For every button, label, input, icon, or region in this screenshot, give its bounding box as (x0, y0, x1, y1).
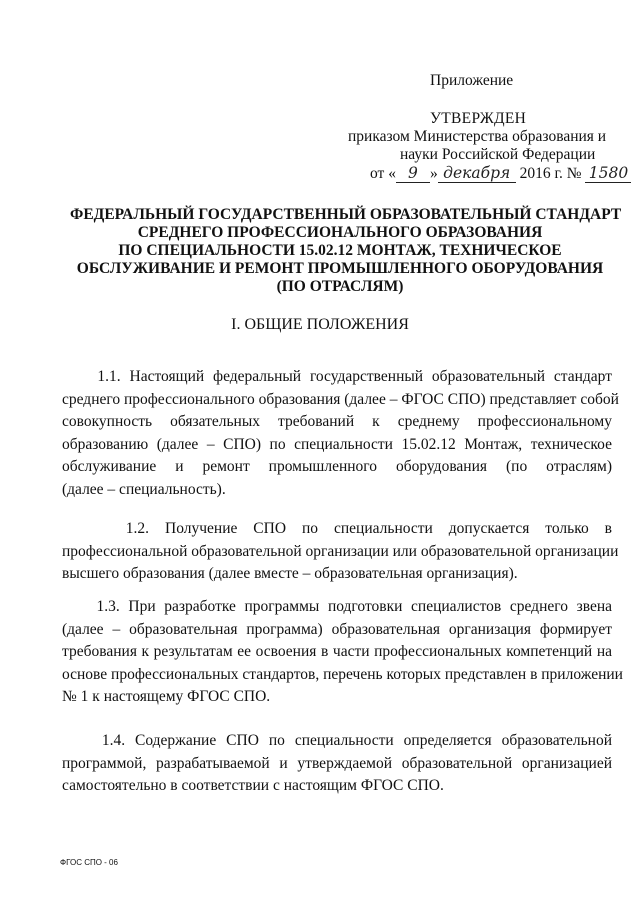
text-line: № 1 к настоящему ФГОС СПО. (62, 688, 271, 705)
footer-code: ФГОС СПО - 06 (60, 858, 118, 867)
paragraph-1-2 (62, 518, 619, 586)
text-line: 1.4. Содержание СПО по специальности определяется образовательной (62, 732, 612, 749)
title-line: СРЕДНЕГО ПРОФЕССИОНАЛЬНОГО ОБРАЗОВАНИЯ (137, 224, 543, 241)
appendix-label: Приложение (430, 72, 514, 89)
date-year: 2016 г. № (519, 165, 582, 182)
text-line: требования к результатам ее освоения в части профессиональных компетенций на (62, 643, 612, 660)
text-line: образованию (далее – СПО) по специальности 15.02.12 Монтаж, техническое (62, 435, 612, 453)
order-line-2: науки Российской Федерации (400, 146, 596, 163)
text-line: 1.1. Настоящий федеральный государственный образовательный стандарт (62, 368, 612, 385)
text-line: программой, разрабатываемой и утверждаемой образовательной организацией (62, 754, 612, 772)
text-line: среднего профессионального образования (далее – ФГОС СПО) представляет собой (62, 390, 619, 408)
text-line: 1.3. При разработке программы подготовки специалистов среднего звена (62, 598, 612, 615)
date-mid: » (429, 165, 438, 182)
date-prefix: от « (370, 165, 396, 182)
date-month: декабря (438, 164, 516, 183)
order-line-1: приказом Министерства образования и (348, 128, 607, 145)
paragraph-1-1 (62, 366, 619, 501)
approved-label: УТВЕРЖДЕН (430, 110, 527, 127)
text-line: совокупность обязательных требований к среднему профессиональному (62, 413, 612, 430)
text-line: обслуживание и ремонт промышленного оборудования (по отраслям) (62, 458, 612, 475)
text-line: основе профессиональных стандартов, перечень которых представлен в приложении (62, 665, 623, 683)
title-line: ФЕДЕРАЛЬНЫЙ ГОСУДАРСТВЕННЫЙ ОБРАЗОВАТЕЛЬНЫЙ СТАНДАРТ (70, 206, 622, 223)
date-day: 9 (396, 164, 430, 183)
text-line: (далее – специальность). (62, 480, 226, 498)
text-line: 1.2. Получение СПО по специальности допускается только в (62, 520, 612, 537)
order-number: 1580 (585, 164, 631, 183)
paragraph-1-4 (62, 730, 612, 798)
text-line: (далее – образовательная программа) образовательная организация формирует (62, 620, 612, 638)
paragraph-1-3 (62, 596, 623, 709)
text-line: самостоятельно в соответствии с настоящим ФГОС СПО. (62, 777, 444, 794)
title-line: (ПО ОТРАСЛЯМ) (276, 278, 404, 295)
document-title (70, 206, 622, 296)
title-line: ОБСЛУЖИВАНИЕ И РЕМОНТ ПРОМЫШЛЕННОГО ОБОРУДОВАНИЯ (76, 260, 604, 277)
text-line: высшего образования (далее вместе – образовательная организация). (62, 565, 518, 582)
section-heading: I. ОБЩИЕ ПОЛОЖЕНИЯ (231, 316, 409, 333)
title-line: ПО СПЕЦИАЛЬНОСТИ 15.02.12 МОНТАЖ, ТЕХНИЧЕСКОЕ (118, 242, 562, 259)
text-line: профессиональной образовательной организации или образовательной организации (62, 542, 619, 560)
order-date (370, 164, 631, 183)
